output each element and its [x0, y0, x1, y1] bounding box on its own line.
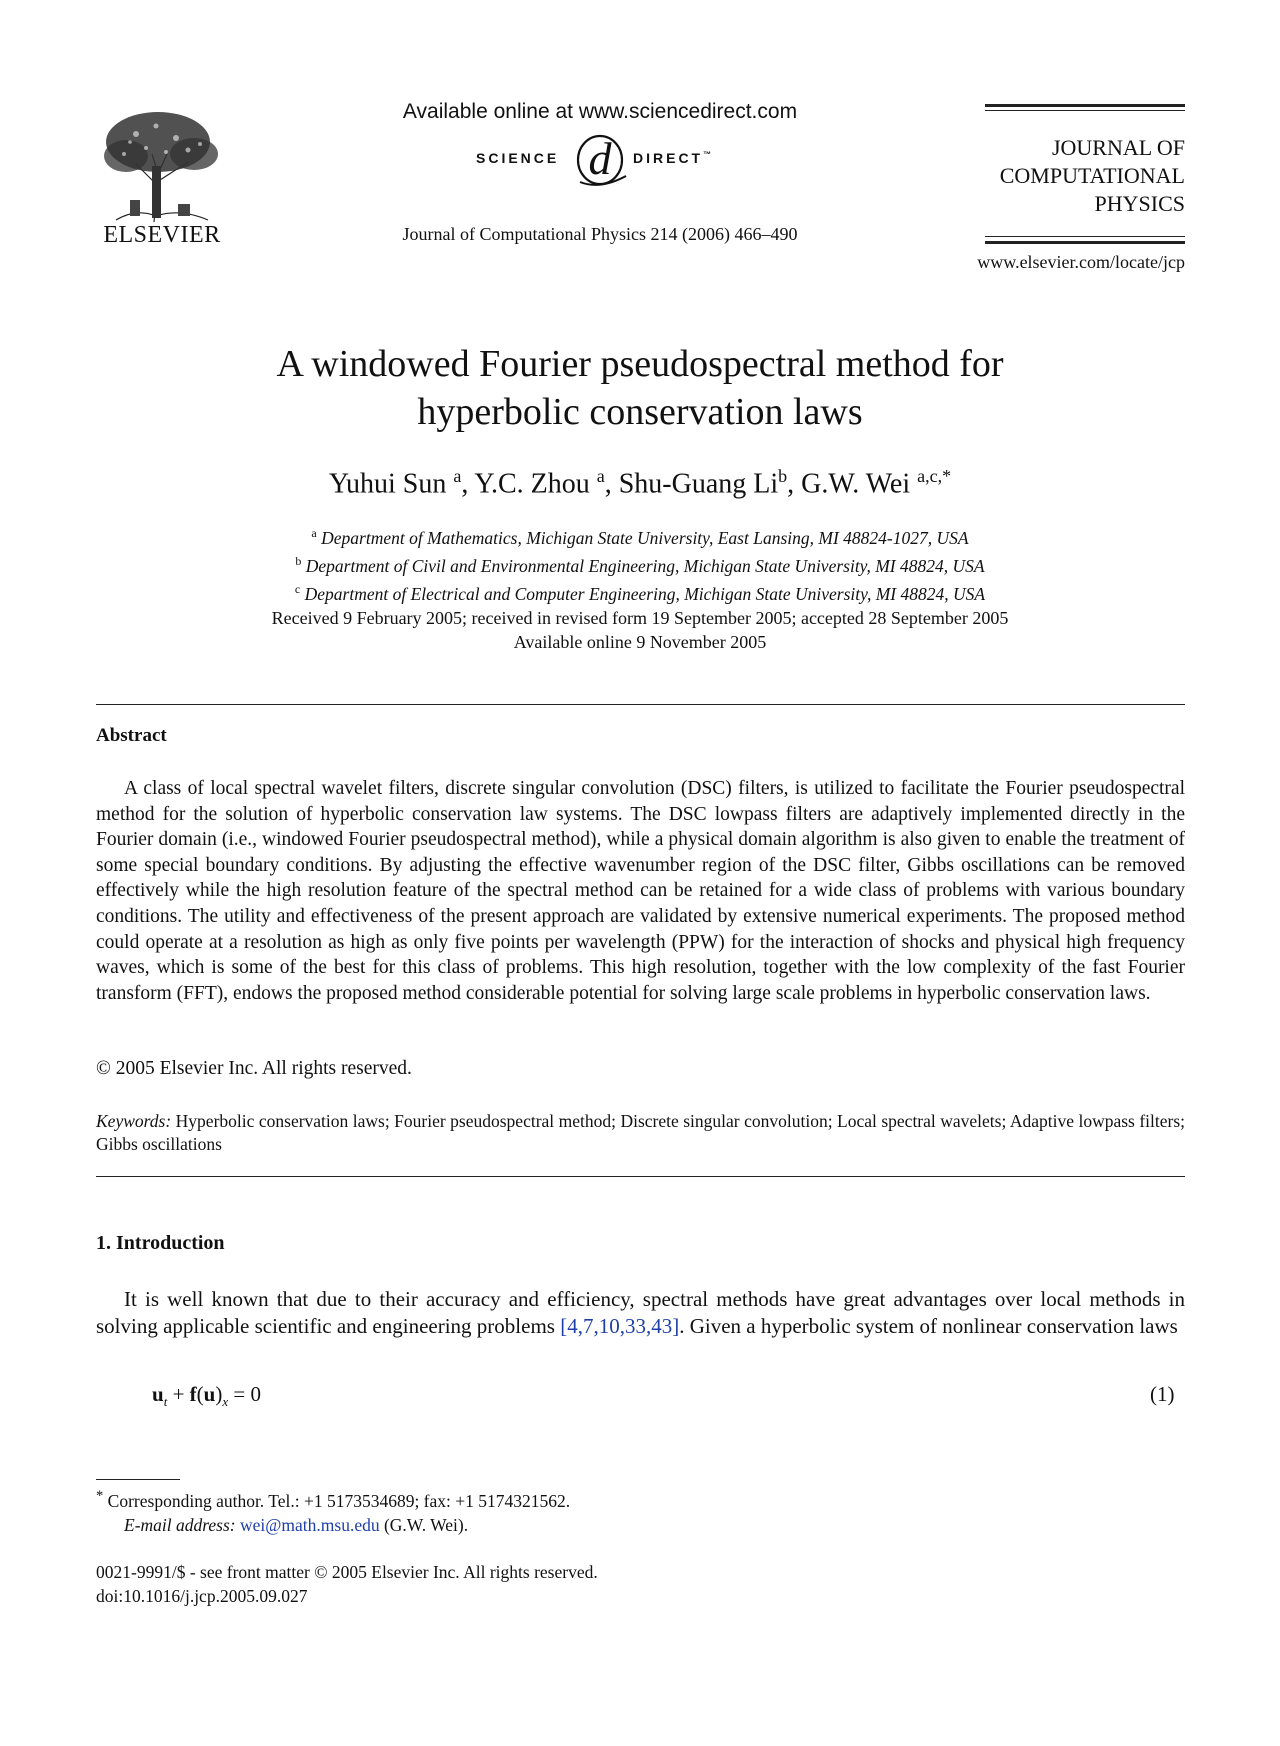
abstract-heading: Abstract: [96, 725, 167, 746]
author-list: Yuhui Sun $^a$, Y.C. Zhou $^a$, Shu-Guang Li$^b$, G.W. Wei $^{a,c,*}$: [328, 466, 952, 500]
title-line: A windowed Fourier pseudospectral method for: [276, 343, 1004, 385]
affiliation-list: [150, 522, 1130, 605]
author-affiliation-mark[interactable]: a: [453, 466, 462, 486]
affiliation-mark: a: [311, 526, 317, 540]
author-name: Y.C. Zhou: [474, 468, 590, 500]
affiliation-mark: b: [295, 553, 302, 568]
keywords-label: Keywords:: [96, 1111, 172, 1131]
email-link[interactable]: wei@math.msu.edu: [240, 1514, 380, 1535]
abstract-top-rule: [96, 704, 1185, 705]
available-online-text: Available online at www.sciencedirect.com: [402, 100, 798, 123]
svg-text:d: d: [588, 133, 612, 184]
journal-rule: [985, 236, 1185, 237]
footnote-text: Corresponding author. Tel.: +1 5173534689; fax: +1 5174321562.: [107, 1490, 571, 1511]
email-owner: (G.W. Wei).: [383, 1514, 469, 1535]
equation-1: $u_t + f(u)_x = 0$: [152, 1382, 261, 1410]
received-dates: Received 9 February 2005; received in revised form 19 September 2005; accepted 28 September 2005: [271, 608, 1009, 628]
sciencedirect-right-word: [633, 150, 714, 166]
affiliation-mark: c: [294, 581, 301, 596]
journal-name-line: JOURNAL OF: [1051, 135, 1185, 160]
journal-rule: [985, 110, 1185, 111]
keywords: [96, 1110, 1185, 1156]
affiliation: [150, 578, 1130, 606]
sciencedirect-left-word: SCIENCE: [476, 150, 560, 166]
journal-name: [960, 134, 1185, 218]
author-affiliation-mark[interactable]: a: [596, 466, 605, 486]
journal-url-link[interactable]: www.elsevier.com/locate/jcp: [977, 252, 1185, 272]
paper-title: [150, 340, 1130, 436]
section-heading-introduction: 1. Introduction: [96, 1232, 225, 1254]
intro-text: It is well known that due to their accuracy and efficiency, spectral methods have great advantages over local methods in solving applicable scientific and engineering problems: [96, 1287, 1185, 1338]
author-affiliation-mark[interactable]: a,c,*: [917, 466, 952, 486]
sciencedirect-right-text: DIRECT: [633, 150, 704, 166]
front-matter: [96, 1560, 598, 1608]
affiliation-text: Department of Civil and Environmental Engineering, Michigan State University, MI 48824, USA: [305, 555, 985, 576]
doi-link[interactable]: doi:10.1016/j.jcp.2005.09.027: [96, 1586, 308, 1606]
author-affiliation-mark[interactable]: b: [778, 466, 788, 486]
publisher-name: ELSEVIER: [103, 222, 221, 248]
abstract-bottom-rule: [96, 1176, 1185, 1177]
journal-rule: [985, 104, 1185, 107]
issn-line: 0021-9991/$ - see front matter © 2005 Elsevier Inc. All rights reserved.: [96, 1562, 598, 1582]
citation-link[interactable]: [4,7,10,33,43]: [560, 1314, 680, 1338]
available-online-date: Available online 9 November 2005: [513, 632, 767, 652]
author-name: G.W. Wei: [801, 468, 911, 500]
affiliation: [150, 550, 1130, 578]
footnote-corresponding-author: [96, 1484, 570, 1537]
footnote-rule: [96, 1479, 180, 1480]
intro-text: . Given a hyperbolic system of nonlinear conservation laws: [679, 1314, 1178, 1338]
abstract-copyright: © 2005 Elsevier Inc. All rights reserved.: [96, 1058, 412, 1079]
email-label: E-mail address:: [124, 1514, 236, 1535]
affiliation-text: Department of Mathematics, Michigan State University, East Lansing, MI 48824-1027, USA: [321, 527, 969, 548]
trademark-mark: ™: [703, 150, 715, 159]
keywords-list: Hyperbolic conservation laws; Fourier pseudospectral method; Discrete singular convolution; Local spectral wavelets; Adaptive lowpass filters; Gibbs oscillations: [96, 1111, 1185, 1154]
introduction-paragraph: [96, 1286, 1185, 1340]
footnote-marker: *: [96, 1488, 104, 1504]
author-name: Shu-Guang Li: [618, 468, 779, 500]
affiliation: [150, 522, 1130, 550]
journal-rule: [985, 241, 1185, 244]
equation-number: (1): [1150, 1382, 1175, 1406]
author-name: Yuhui Sun: [328, 468, 447, 500]
affiliation-text: Department of Electrical and Computer Engineering, Michigan State University, MI 48824, USA: [304, 583, 986, 604]
article-history: [150, 606, 1130, 654]
journal-name-line: COMPUTATIONAL: [999, 163, 1185, 188]
title-line: hyperbolic conservation laws: [417, 391, 863, 433]
abstract-text: A class of local spectral wavelet filters, discrete singular convolution (DSC) filters, is utilized to facilitate the Fourier pseudospectral method for the solution of hyperbolic conservation law systems. The DSC lowpass filters are adaptively implemented directly in the Fourier domain (i.e., windowed Fourier pseudospectral method), while a physical domain algorithm is also given to enable the treatment of some special boundary conditions. By adjusting the effective wavenumber region of the DSC filter, Gibbs oscillations can be removed effectively while the high resolution feature of the spectral method can be retained for a wide class of problems with various boundary conditions. The utility and effectiveness of the present approach are validated by extensive numerical experiments. The proposed method could operate at a resolution as high as only five points per wavelength (PPW) for the interaction of shocks and physical high frequency waves, which is some of the best for this class of problems. This high resolution, together with the low complexity of the fast Fourier transform (FFT), endows the proposed method considerable potential for solving large scale problems in hyperbolic conservation laws.: [96, 778, 1185, 1004]
journal-name-line: PHYSICS: [1094, 191, 1185, 216]
journal-citation: Journal of Computational Physics 214 (2006) 466–490: [402, 224, 798, 244]
